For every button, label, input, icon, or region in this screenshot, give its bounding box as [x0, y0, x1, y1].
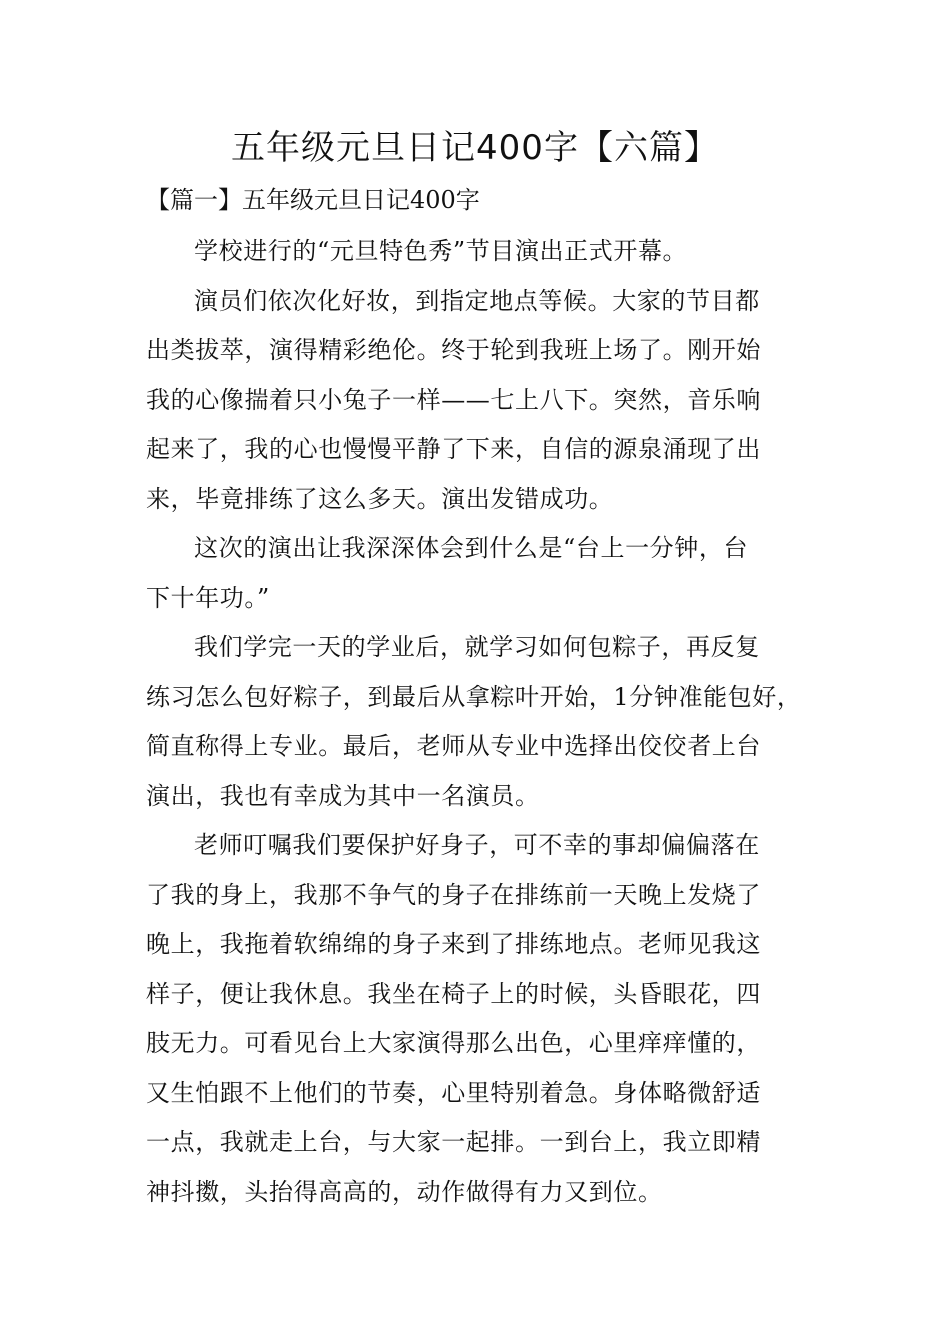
paragraph-line: 简直称得上专业。最后，老师从专业中选择出佼佼者上台 — [146, 732, 761, 760]
paragraph-line: 又生怕跟不上他们的节奏，心里特别着急。身体略微舒适 — [146, 1078, 761, 1107]
paragraph-line: 演出，我也有幸成为其中一名演员。 — [146, 781, 540, 810]
paragraph-line: 肢无力。可看见台上大家演得那么出色，心里痒痒懂的， — [146, 1029, 761, 1057]
paragraph-4 — [146, 623, 816, 821]
paragraph-1 — [146, 227, 816, 277]
paragraph-line: 了我的身上，我那不争气的身子在排练前一天晚上发烧了 — [146, 880, 761, 909]
paragraph-line: 我们学完一天的学业后，就学习如何包粽子，再反复 — [194, 633, 760, 661]
paragraph-5 — [146, 821, 816, 1217]
document-body — [146, 227, 816, 1217]
paragraph-line: 我的心像揣着只小兔子一样——七上八下。突然，音乐响 — [146, 385, 761, 414]
document-title: 五年级元旦日记400字【六篇】 — [231, 128, 719, 168]
paragraph-line: 演员们依次化好妆，到指定地点等候。大家的节目都 — [194, 286, 760, 315]
paragraph-line: 学校进行的“元旦特色秀”节目演出正式开幕。 — [194, 237, 688, 265]
paragraph-line: 一点，我就走上台，与大家一起排。一到台上，我立即精 — [146, 1128, 761, 1156]
paragraph-line: 这次的演出让我深深体会到什么是“台上一分钟，台 — [194, 534, 749, 562]
paragraph-line: 晚上，我拖着软绵绵的身子来到了排练地点。老师见我这 — [146, 930, 761, 958]
paragraph-line: 来，毕竟排练了这么多天。演出发错成功。 — [146, 484, 614, 513]
paragraph-line: 样子，便让我休息。我坐在椅子上的时候，头昏眼花，四 — [146, 979, 761, 1008]
paragraph-3 — [146, 524, 816, 623]
paragraph-line: 起来了，我的心也慢慢平静了下来，自信的源泉涌现了出 — [146, 435, 761, 463]
paragraph-2 — [146, 277, 816, 525]
paragraph-line: 练习怎么包好粽子，到最后从拿粽叶开始，1分钟准能包好， — [146, 682, 802, 711]
paragraph-line: 神抖擞，头抬得高高的，动作做得有力又到位。 — [146, 1177, 663, 1206]
paragraph-line: 老师叮嘱我们要保护好身子，可不幸的事却偏偏落在 — [194, 831, 760, 859]
paragraph-line: 出类拔萃，演得精彩绝伦。终于轮到我班上场了。刚开始 — [146, 336, 761, 364]
paragraph-line: 下十年功。” — [146, 583, 270, 612]
section-heading: 【篇一】五年级元旦日记400字 — [146, 186, 480, 214]
